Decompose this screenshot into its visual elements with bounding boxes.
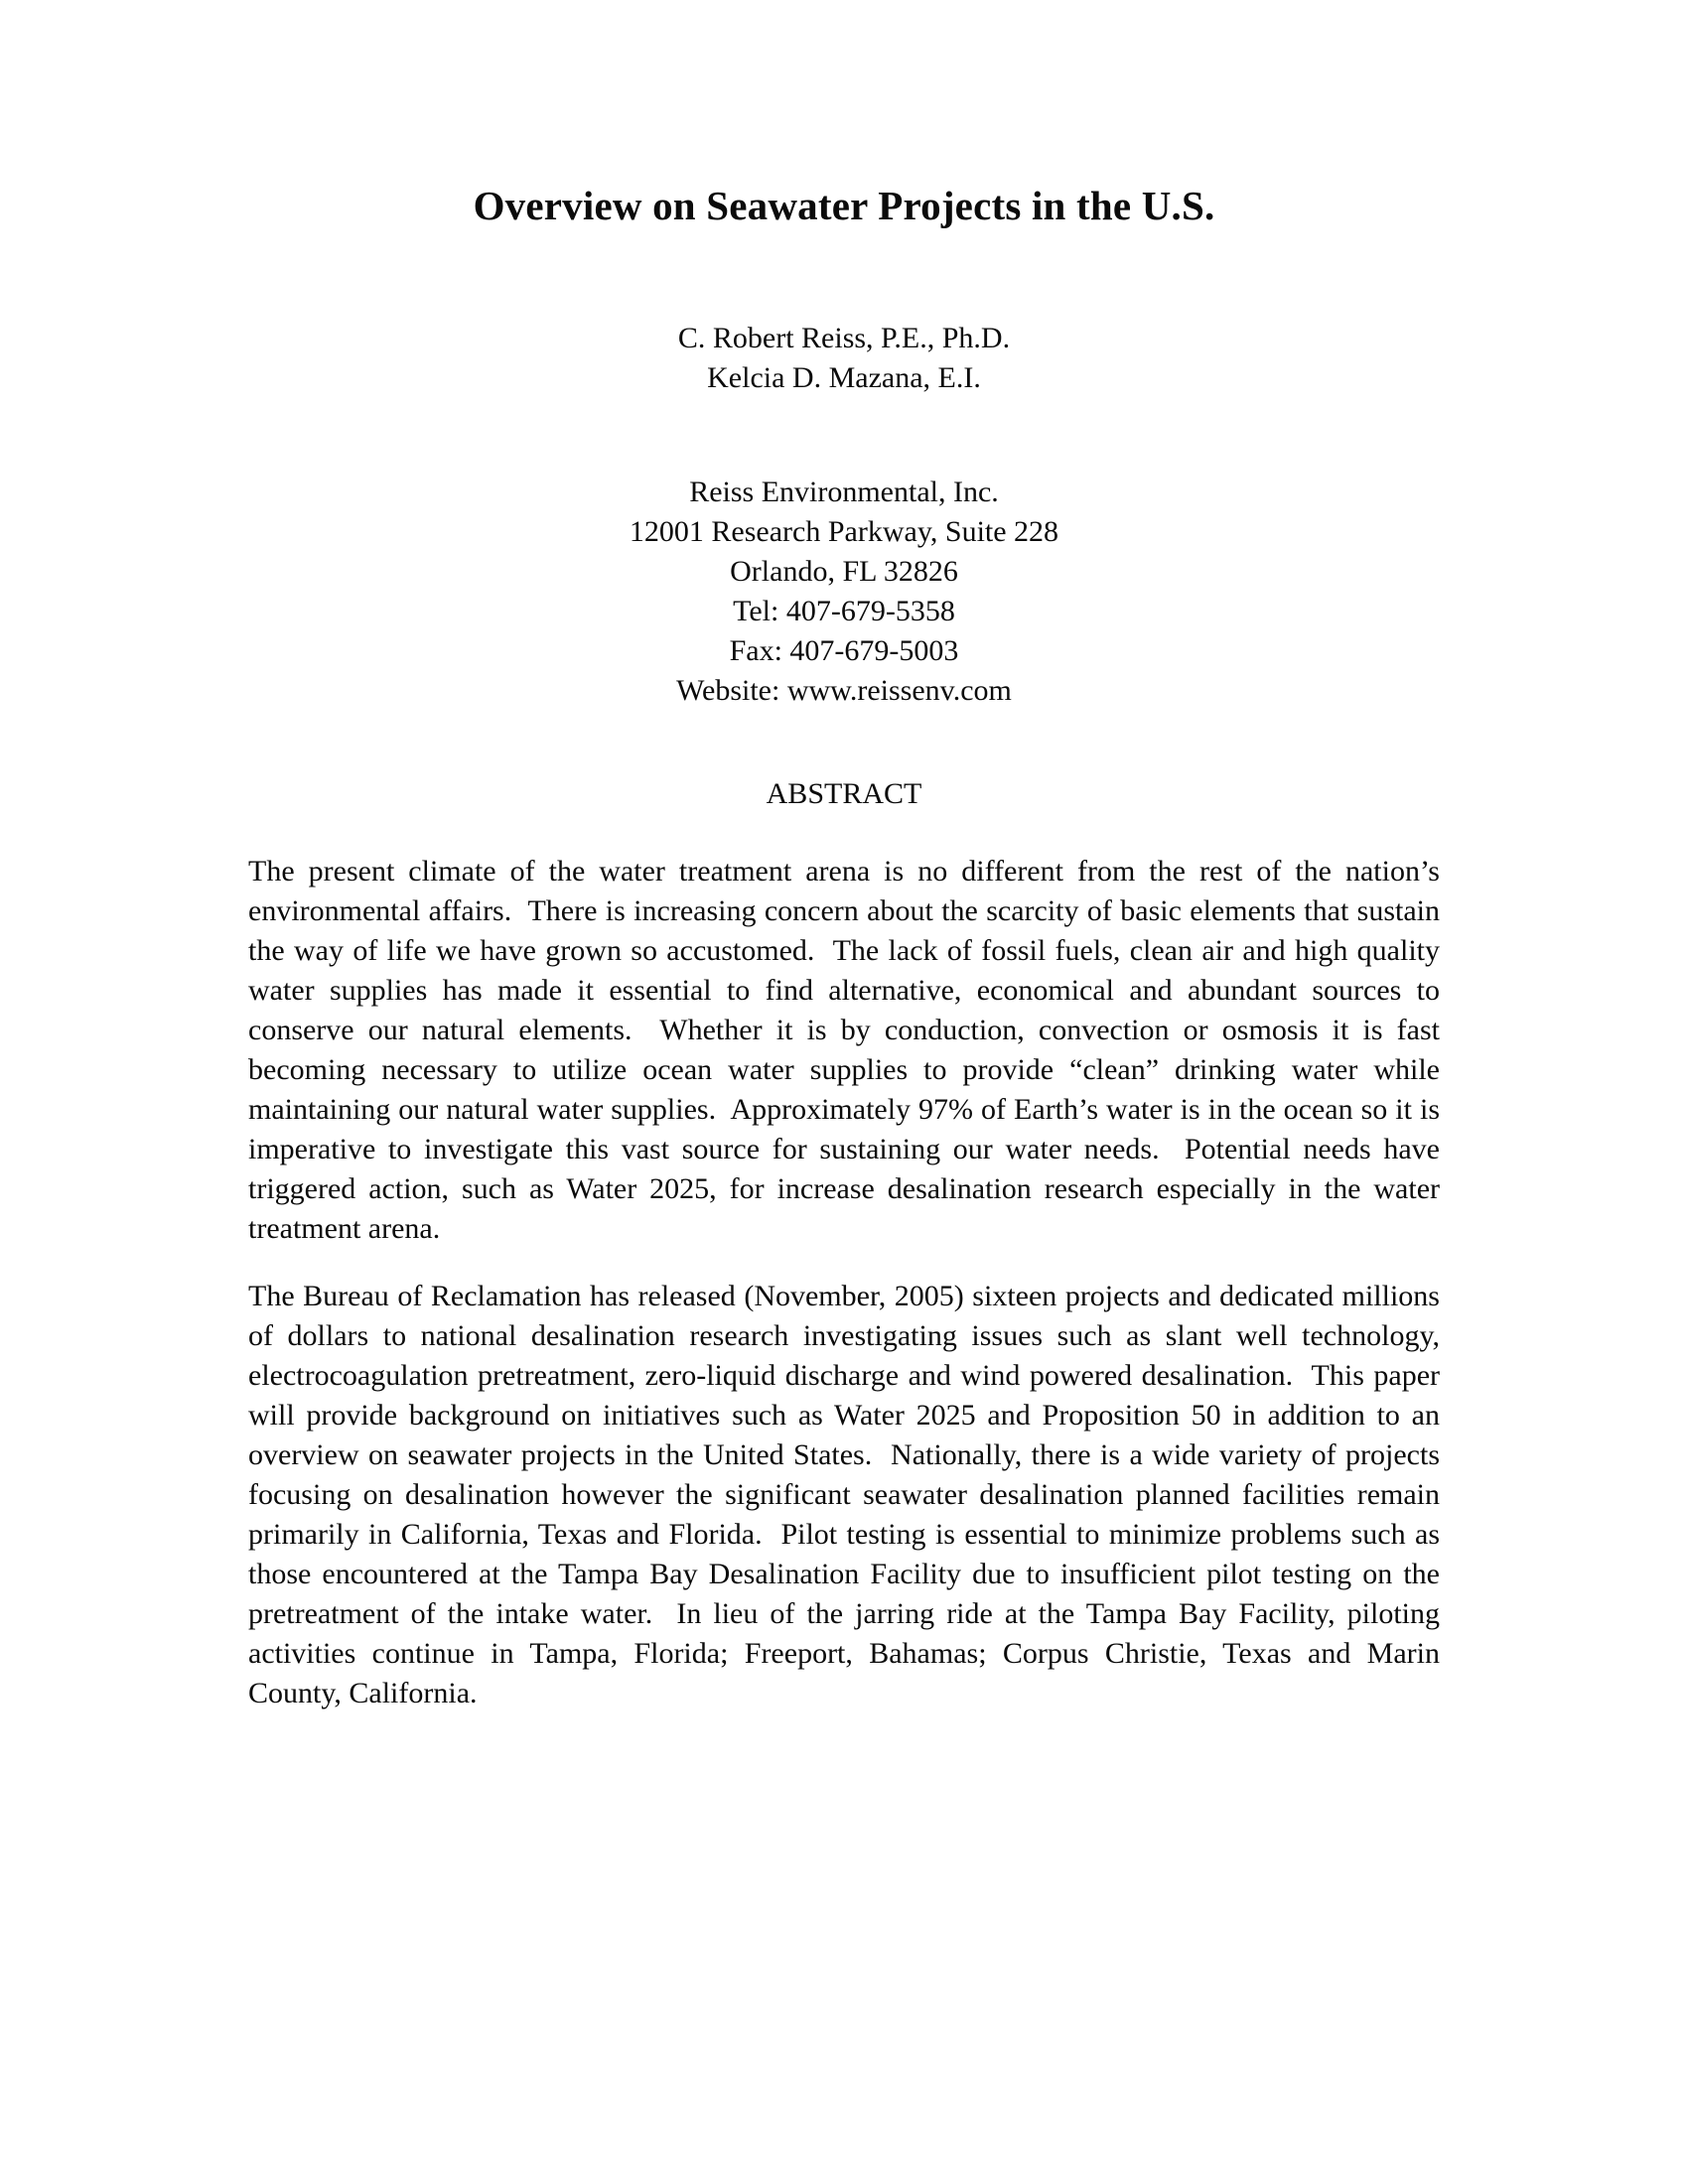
abstract-paragraph: The Bureau of Reclamation has released (November, 2005) sixteen projects and dedicated millions of dollars to national desalination research investigating issues such as slant well technology, electrocoagulation pretreatment, zero-liquid discharge and wind powered desalination. This paper will provide background on initiatives such as Water 2025 and Proposition 50 in addition to an overview on seawater projects in the United States. Nationally, there is a wide variety of projects focusing on desalination however the significant seawater desalination planned facilities remain primarily in California, Texas and Florida. Pilot testing is essential to minimize problems such as those encountered at the Tampa Bay Desalination Facility due to insufficient pilot testing on the pretreatment of the intake water. In lieu of the jarring ride at the Tampa Bay Facility, piloting activities continue in Tampa, Florida; Freeport, Bahamas; Corpus Christie, Texas and Marin County, California. (248, 1280, 1448, 1709)
affiliation-website: Website: www.reissenv.com (676, 674, 1012, 707)
affiliation-company: Reiss Environmental, Inc. (689, 476, 999, 508)
author-name: Kelcia D. Mazana, E.I. (707, 361, 981, 394)
abstract-heading: ABSTRACT (766, 777, 922, 810)
affiliation-street: 12001 Research Parkway, Suite 228 (629, 515, 1059, 548)
affiliation-tel: Tel: 407-679-5358 (733, 595, 955, 627)
paper-title: Overview on Seawater Projects in the U.S. (473, 183, 1215, 228)
abstract-paragraph: The present climate of the water treatment arena is no different from the rest of the nation’s environmental affairs. There is increasing concern about the scarcity of basic elements that sustain the way of life we have grown so accustomed. The lack of fossil fuels, clean air and high quality water supplies has made it essential to find alternative, economical and abundant sources to conserve our natural elements. Whether it is by conduction, convection or osmosis it is fast becoming necessary to utilize ocean water supplies to provide “clean” drinking water while maintaining our natural water supplies. Approximately 97% of Earth’s water is in the ocean so it is imperative to investigate this vast source for sustaining our water needs. Potential needs have triggered action, such as Water 2025, for increase desalination research especially in the water treatment arena. (248, 855, 1448, 1245)
affiliation-block (248, 473, 1440, 711)
affiliation-fax: Fax: 407-679-5003 (729, 634, 959, 667)
affiliation-city: Orlando, FL 32826 (730, 555, 958, 588)
author-block (248, 319, 1440, 398)
author-name: C. Robert Reiss, P.E., Ph.D. (677, 322, 1011, 354)
